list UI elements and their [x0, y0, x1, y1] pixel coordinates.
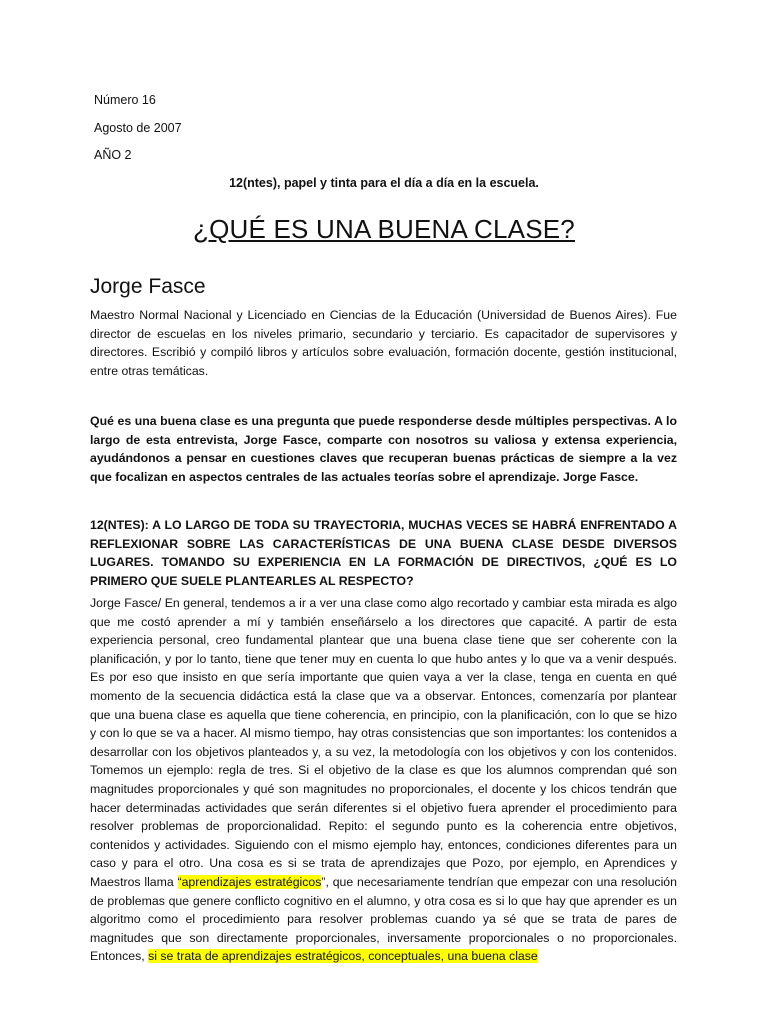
answer-text: Jorge Fasce/ En general, tendemos a ir a ver una clase como algo recortado y cambiar esta mirada es algo que me costó aprender a mí y también enseñárselo a los directores que capacité. A partir de esta experiencia personal, creo fundamental plantear que una buena clase tiene que ser coherente con la planificación, y por lo tanto, tiene que tener muy en cuenta lo que hubo antes y lo que va a venir después. Es por eso que insisto en que sería importante que quien vaya a ver la clase, tenga en cuenta en qué momento de la secuencia didáctica está la clase que va a observar. Entonces, comenzaría por plantear que una buena clase es aquella que tiene coherencia, en principio, con la planificación, con lo que se hizo y con lo que se va a hacer. Al mismo tiempo, hay otras consistencias que son importantes: los contenidos a desarrollar con los objetivos planteados y, a su vez, la metodología con los objetivos y con los contenidos. Tomemos un ejemplo: regla de tres. Si el objetivo de la clase es que los alumnos comprendan qué son magnitudes proporcionales y qué son magnitudes no proporcionales, el docente y los chicos tendrán que hacer determinadas actividades que serán diferentes si el objetivo fuera aprender el procedimiento para resolver problemas de proporcionalidad. Repito: el segundo punto es la coherencia entre objetivos, contenidos y actividades. Siguiendo con el mismo ejemplo hay, entonces, condiciones diferentes para un caso y para el otro. Una cosa es si se trata de aprendizajes que Pozo, por ejemplo, en Aprendices y Maestros llama — [90, 596, 677, 889]
interview-answer — [90, 594, 677, 966]
publication-subtitle: 12(ntes), papel y tinta para el día a día en la escuela. — [229, 176, 539, 190]
issue-number: Número 16 — [94, 93, 156, 107]
article-title: ¿QUÉ ES UNA BUENA CLASE? — [193, 214, 575, 244]
highlighted-term: “aprendizajes estratégicos — [177, 874, 322, 889]
article-intro: Qué es una buena clase es una pregunta que puede responderse desde múltiples perspectivas. A lo largo de esta entrevista, Jorge Fasce, comparte con nosotros su valiosa y extensa experiencia, ayudándonos a pensar en cuestiones claves que recuperan buenas prácticas de siempre a la vez que focalizan en aspectos centrales de las actuales teorías sobre el aprendizaje. Jorge Fasce. — [90, 414, 677, 484]
issue-year: AÑO 2 — [94, 148, 132, 162]
author-name: Jorge Fasce — [90, 275, 206, 298]
interview-question: 12(NTES): A LO LARGO DE TODA SU TRAYECTORIA, MUCHAS VECES SE HABRÁ ENFRENTADO A REFLEXIONAR SOBRE LAS CARACTERÍSTICAS DE UNA BUENA CLASE DESDE DIVERSOS LUGARES. TOMANDO SU EXPERIENCIA EN LA FORMACIÓN DE DIRECTIVOS, ¿QUÉ ES LO PRIMERO QUE SUELE PLANTEARLES AL RESPECTO? — [90, 518, 677, 588]
answer-text-continued: ”, que necesariamente tendrían que empezar con una resolución de problemas que genere conflicto cognitivo en el alumno, y otra cosa es si lo que hay que aprender es un algoritmo como el procedimiento para resolver problemas cuando ya sé que se trata de pares de magnitudes que son directamente proporcionales, inversamente proporcionales o no proporcionales. Entonces, — [90, 874, 677, 964]
issue-date: Agosto de 2007 — [94, 121, 182, 135]
author-bio: Maestro Normal Nacional y Licenciado en Ciencias de la Educación (Universidad de Buenos Aires). Fue director de escuelas en los niveles primario, secundario y terciario. Es capacitador de supervisores y directores. Escribió y compiló libros y artículos sobre evaluación, formación docente, gestión institucional, entre otras temáticas. — [90, 308, 677, 378]
highlighted-sentence: si se trata de aprendizajes estratégicos, conceptuales, una buena clase — [148, 949, 538, 964]
